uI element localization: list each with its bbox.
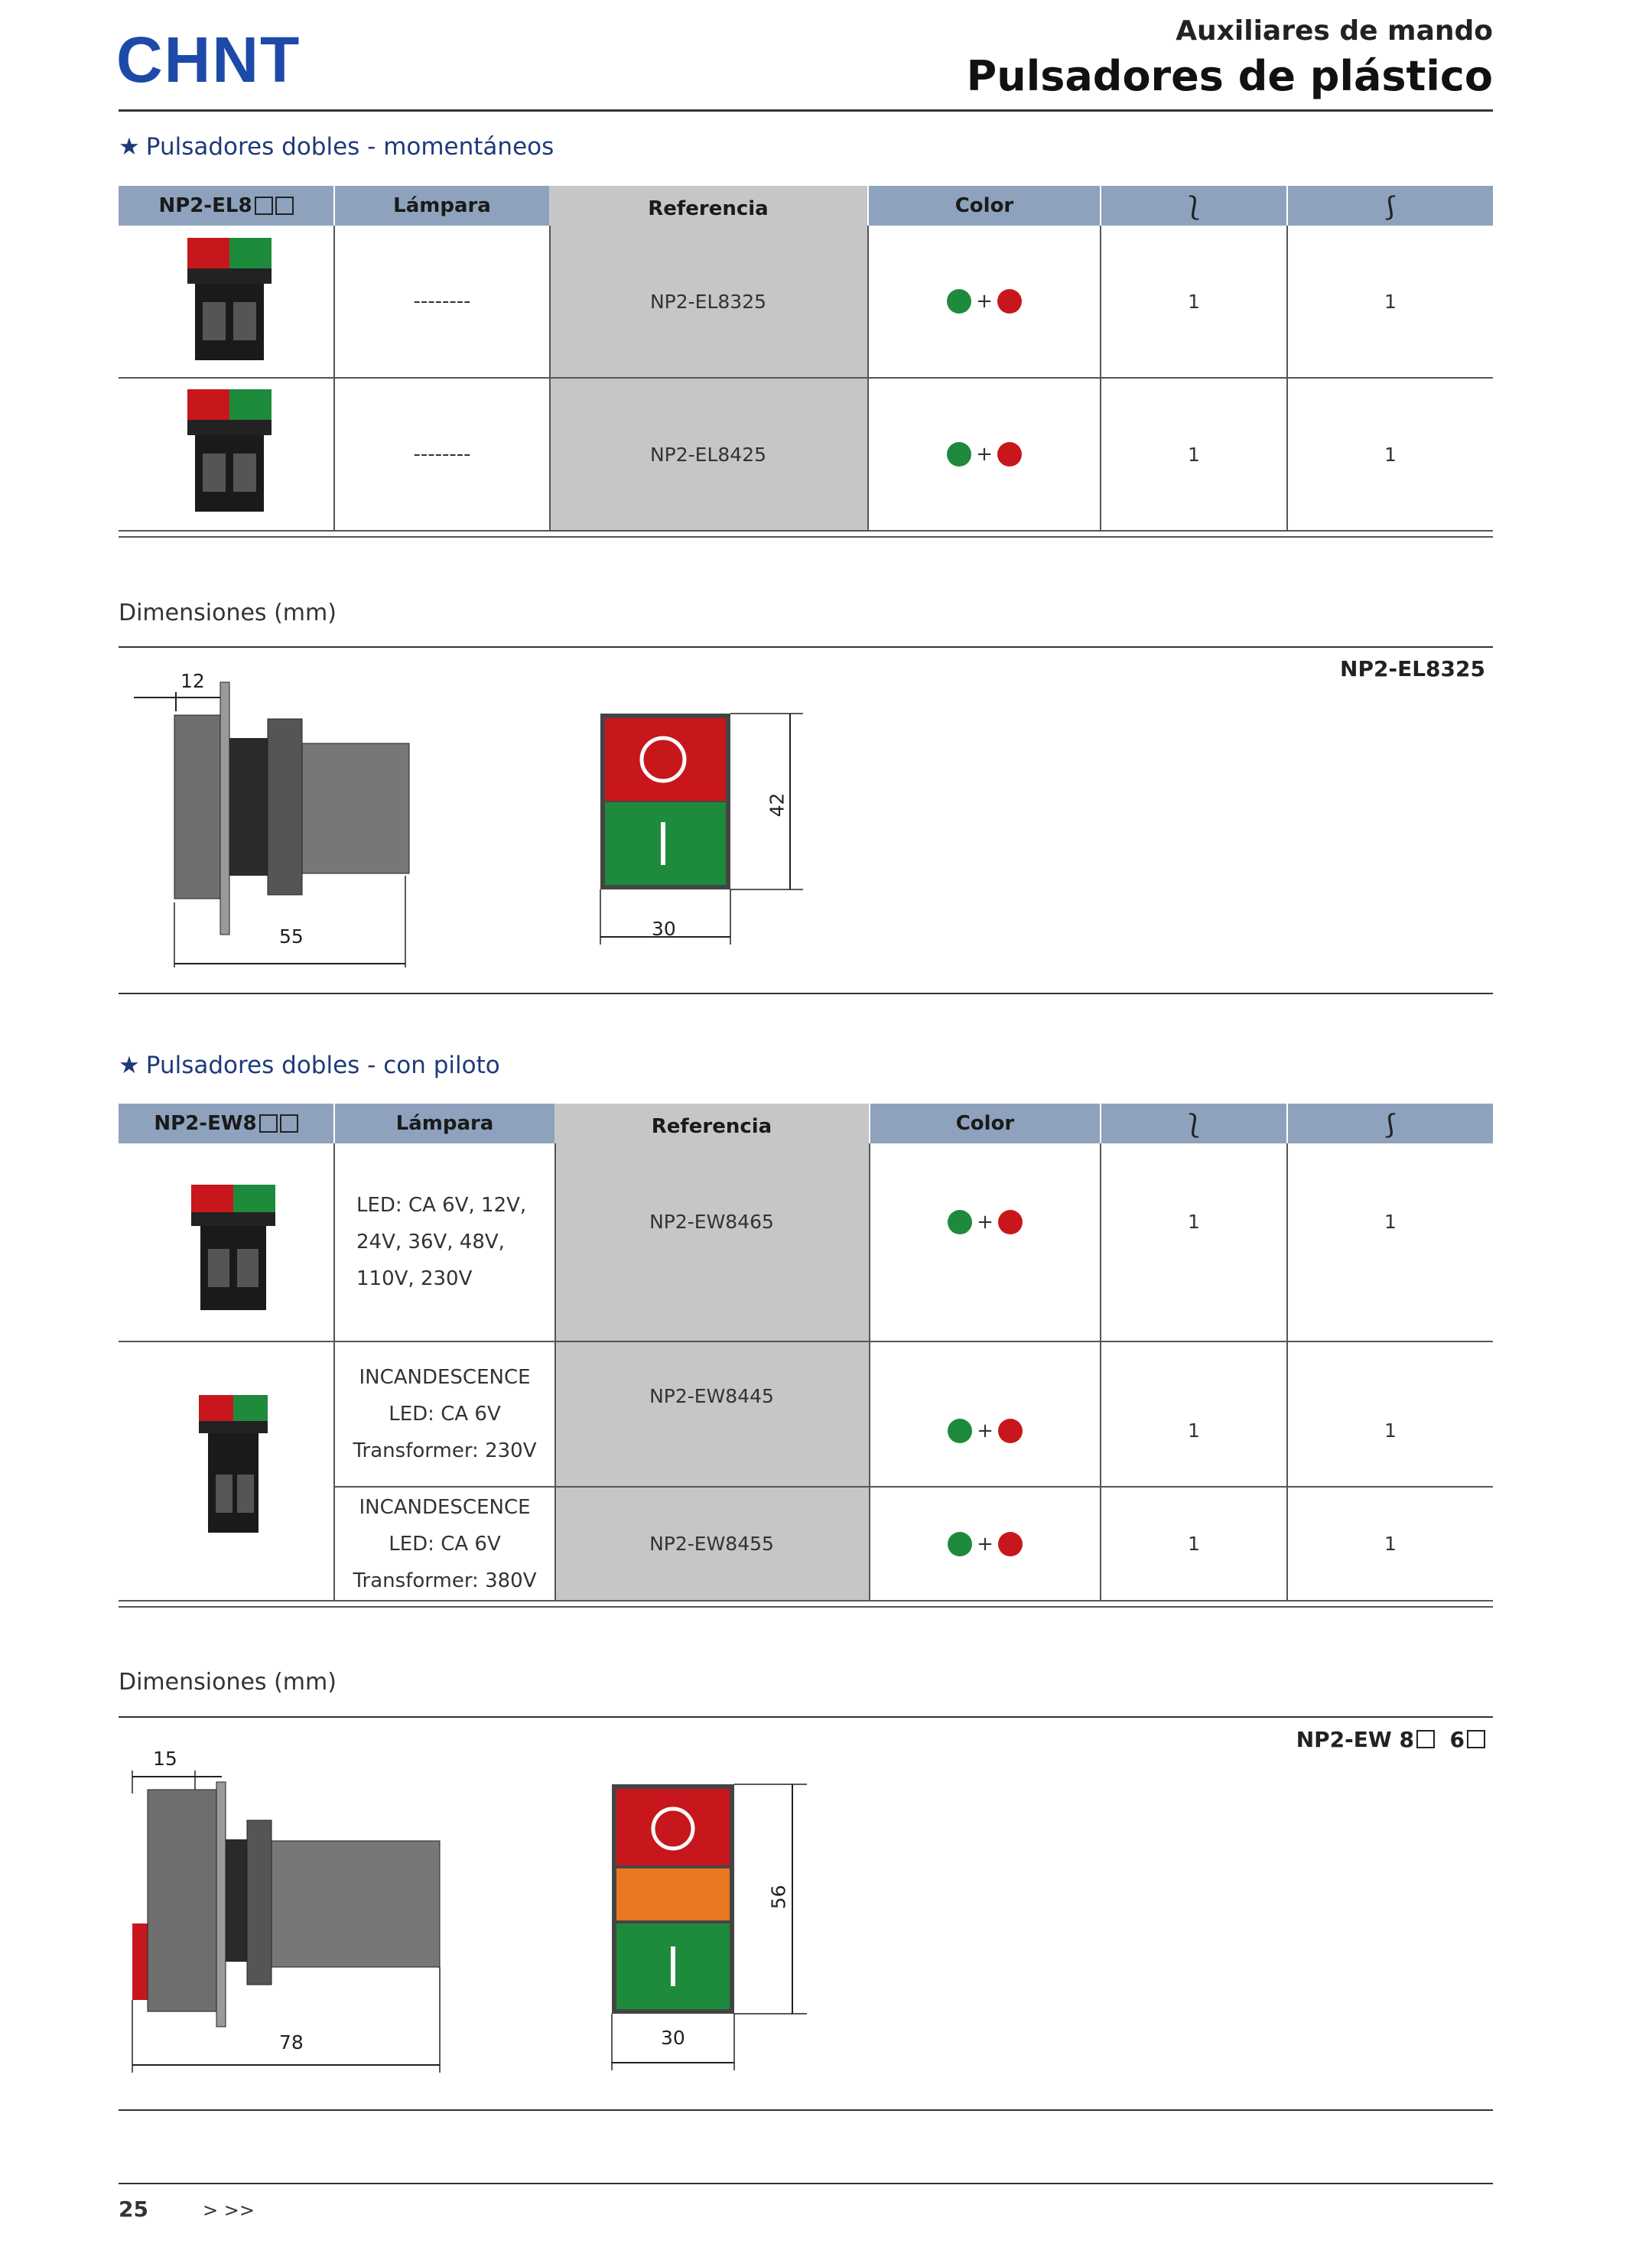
section1-title: ★ Pulsadores dobles - momentáneos	[119, 133, 554, 161]
col-no-contact: ⎱	[1101, 1104, 1286, 1143]
color-cell: +	[869, 379, 1100, 530]
no-count: 1	[1188, 1211, 1200, 1233]
product-image-ew8465	[184, 1180, 283, 1318]
red-dot-icon	[998, 1532, 1023, 1556]
red-dot-icon	[998, 1419, 1023, 1443]
lamp-cell: LED: CA 6V, 12V, 24V, 36V, 48V, 110V, 230V	[356, 1194, 527, 1290]
nc-count: 1	[1384, 1533, 1397, 1555]
dim-rule-bottom	[119, 993, 1493, 994]
star-icon: ★	[119, 1052, 140, 1079]
lamp-cell: INCANDESCENCE LED: CA 6V Transformer: 230V	[353, 1366, 537, 1462]
no-count: 1	[1188, 290, 1200, 313]
dim-side-top: 15	[153, 1748, 177, 1770]
col-color: Color	[870, 1104, 1100, 1143]
lamp-cell: --------	[413, 290, 471, 313]
dim-rule-bottom	[119, 2109, 1493, 2111]
reference-cell: NP2-EW8465	[649, 1211, 774, 1233]
reference-cell: NP2-EW8455	[649, 1533, 774, 1555]
col-reference: Referencia	[549, 189, 867, 229]
col-color: Color	[869, 186, 1100, 226]
star-icon: ★	[119, 133, 140, 161]
color-cell: +	[870, 1143, 1100, 1300]
nc-count: 1	[1384, 1419, 1397, 1442]
green-dot-icon	[948, 1419, 972, 1443]
brand-logo: CHNT	[116, 24, 301, 96]
color-cell: +	[869, 226, 1100, 377]
dim-rule-top	[119, 646, 1493, 648]
product-image-el8325	[180, 233, 279, 371]
red-dot-icon	[997, 289, 1022, 314]
col-no-contact: ⎱	[1101, 186, 1286, 226]
reference-cell: NP2-EL8325	[649, 290, 767, 313]
col-lamp: Lámpara	[335, 1104, 554, 1143]
green-dot-icon	[948, 1210, 972, 1234]
table-momentary	[119, 186, 1493, 538]
page-number: 25	[119, 2197, 148, 2222]
dim-side-bottom: 78	[279, 2031, 304, 2054]
product-image-ew8445	[184, 1390, 283, 1543]
reference-cell: NP2-EL8425	[649, 443, 767, 466]
green-dot-icon	[947, 289, 971, 314]
col-reference: Referencia	[554, 1107, 869, 1146]
page-title: Pulsadores de plástico	[966, 52, 1493, 100]
no-count: 1	[1188, 1533, 1200, 1555]
col-lamp: Lámpara	[335, 186, 549, 226]
red-dot-icon	[998, 1210, 1023, 1234]
side-view-drawing-el	[130, 665, 421, 971]
dimensions-model: NP2-EL8325	[1340, 656, 1485, 681]
dim-side-bottom: 55	[279, 925, 304, 948]
product-image-el8425	[180, 385, 279, 522]
nc-count: 1	[1384, 290, 1397, 313]
dim-front-height: 42	[766, 792, 789, 818]
lamp-cell: INCANDESCENCE LED: CA 6V Transformer: 380V	[353, 1495, 537, 1592]
header-rule	[119, 109, 1493, 112]
dim-side-top: 12	[180, 670, 205, 692]
front-view-drawing-ew	[604, 1778, 834, 2084]
reference-cell: NP2-EW8445	[649, 1384, 774, 1407]
section2-title: ★ Pulsadores dobles - con piloto	[119, 1052, 500, 1079]
page-nav[interactable]: > >>	[203, 2200, 255, 2221]
nc-count: 1	[1384, 443, 1397, 466]
table-pilot	[119, 1104, 1493, 1612]
no-count: 1	[1188, 1419, 1200, 1442]
green-dot-icon	[947, 442, 971, 467]
dim-rule-top	[119, 1716, 1493, 1718]
col-nc-contact: ⎰	[1288, 186, 1493, 226]
front-view-drawing-el	[593, 707, 822, 960]
color-cell: +	[870, 1488, 1100, 1600]
category-title: Auxiliares de mando	[1176, 15, 1493, 47]
green-dot-icon	[948, 1532, 972, 1556]
nc-count: 1	[1384, 1211, 1397, 1233]
dim-front-height: 56	[767, 1884, 790, 1910]
color-cell: +	[870, 1375, 1100, 1486]
col-nc-contact: ⎰	[1288, 1104, 1493, 1143]
dimensions-label: Dimensiones (mm)	[119, 600, 337, 626]
dim-front-width: 30	[661, 2027, 685, 2049]
col-model: NP2-EW8	[119, 1104, 333, 1143]
footer-rule	[119, 2183, 1493, 2184]
red-dot-icon	[997, 442, 1022, 467]
dimensions-model: NP2-EW 8 6	[1296, 1727, 1485, 1752]
dimensions-label: Dimensiones (mm)	[119, 1669, 337, 1696]
no-count: 1	[1188, 443, 1200, 466]
lamp-cell: --------	[413, 443, 471, 466]
col-model: NP2-EL8	[119, 186, 333, 226]
dim-front-width: 30	[652, 918, 676, 940]
